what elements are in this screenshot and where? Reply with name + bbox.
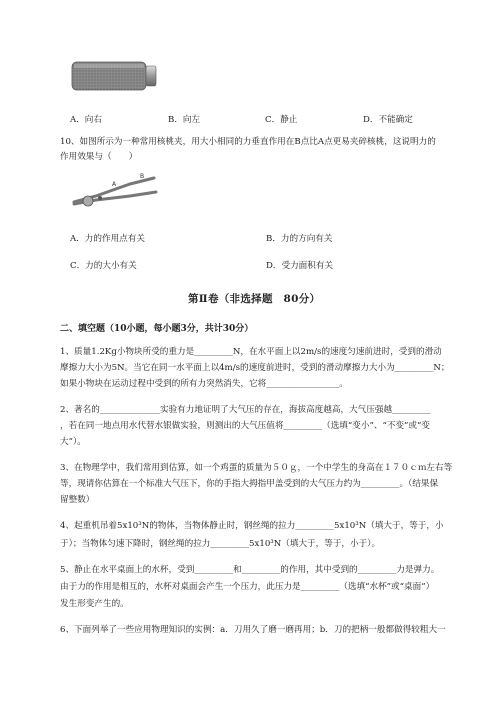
- fill-q3-line3: 留整数）: [60, 495, 95, 505]
- fill-q1-line1: 1、质量1.2Kg小物块所受的重力是_________N，在水平面上以2m/s的速度匀速前进时，受到的滑动: [60, 347, 442, 357]
- fill-q2-line1: 2、著名的______________实验有力地证明了大气压的存在，海拔高度越高，大气压强越_________: [60, 405, 431, 415]
- q10-option-b: B．力的方向有关: [266, 234, 333, 244]
- fill-q2-line3: 大”）。: [60, 437, 86, 447]
- fill-q5-line1: 5、静止在水平桌面上的水杯，受到_________和_________的作用，其中受到的_________力是弹力。: [60, 565, 440, 575]
- fill-q1-line3: 如果小物块在运动过程中受到的所有力突然消失，它将_________________。: [60, 379, 348, 389]
- fill-q4-line1: 4、起重机吊着5x10³N的物体，当物体静止时，钢丝绳的拉力_________5x10³N（填大于，等于，小: [60, 521, 444, 531]
- q9-figure: [70, 58, 160, 94]
- fill-q2-line2: ，若在同一地点用水代替水银做实验，则测出的大气压值将_________（选填“变小”、“不变”或“变: [60, 421, 431, 431]
- q9-option-b: B．向左: [168, 115, 201, 125]
- part2-title: 第Ⅱ卷（非选择题 80分）: [188, 293, 321, 305]
- section-heading: 二、填空题（10小题，每小题3分，共计30分）: [60, 324, 254, 334]
- q9-option-c: C．静止: [265, 115, 298, 125]
- fill-q3-line1: 3、在物理学中，我们常用到估算，如一个鸡蛋的质量为５０ｇ，一个中学生的身高在１７０ｃｍ左右等: [60, 463, 453, 473]
- q10-stem-line1: 10、如图所示为一种常用核桃夹，用大小相同的力垂直作用在B点比A点更易夹碎核桃，这说明力的: [60, 137, 436, 147]
- fill-q4-line2: 于）；当物体匀速下降时，钢丝绳的拉力_________5x10³N（填大于，等于，小于）。: [60, 539, 381, 549]
- q10-figure: [70, 172, 160, 212]
- q10-stem-line2: 作用效果与（ ）: [60, 152, 138, 162]
- fill-q5-line2: 由于力的作用是相互的，水杯对桌面会产生一个压力，此压力是_________（选填“水杯”或“桌面”）: [60, 582, 435, 592]
- fill-q1-line2: 摩擦力大小为5N。当它在同一水平面上以4m/s的速度前进时，受到的滑动摩擦力大小为_________N；: [60, 363, 450, 373]
- svg-text:B: B: [140, 173, 145, 180]
- q9-option-a: A．向右: [70, 115, 102, 125]
- q10-option-c: C．力的大小有关: [70, 261, 137, 271]
- q10-option-d: D．受力面积有关: [266, 261, 334, 271]
- fill-q6-line1: 6、下面列举了一些应用物理知识的实例：a．刀用久了磨一磨再用；b．刀的把柄一般都做得较粗大一: [60, 625, 446, 635]
- svg-text:A: A: [112, 181, 117, 188]
- q9-option-d: D．不能确定: [363, 115, 413, 125]
- fill-q5-line3: 发生形变产生的。: [60, 599, 129, 609]
- cylinder-illustration: [70, 58, 160, 94]
- fill-q3-line2: 等，现请你估算在一个标准大气压下，你的手指大拇指甲盖受到的大气压力约为_________。（结果保: [60, 479, 439, 489]
- q10-option-a: A．力的作用点有关: [70, 234, 145, 244]
- nutcracker-illustration: [70, 172, 160, 212]
